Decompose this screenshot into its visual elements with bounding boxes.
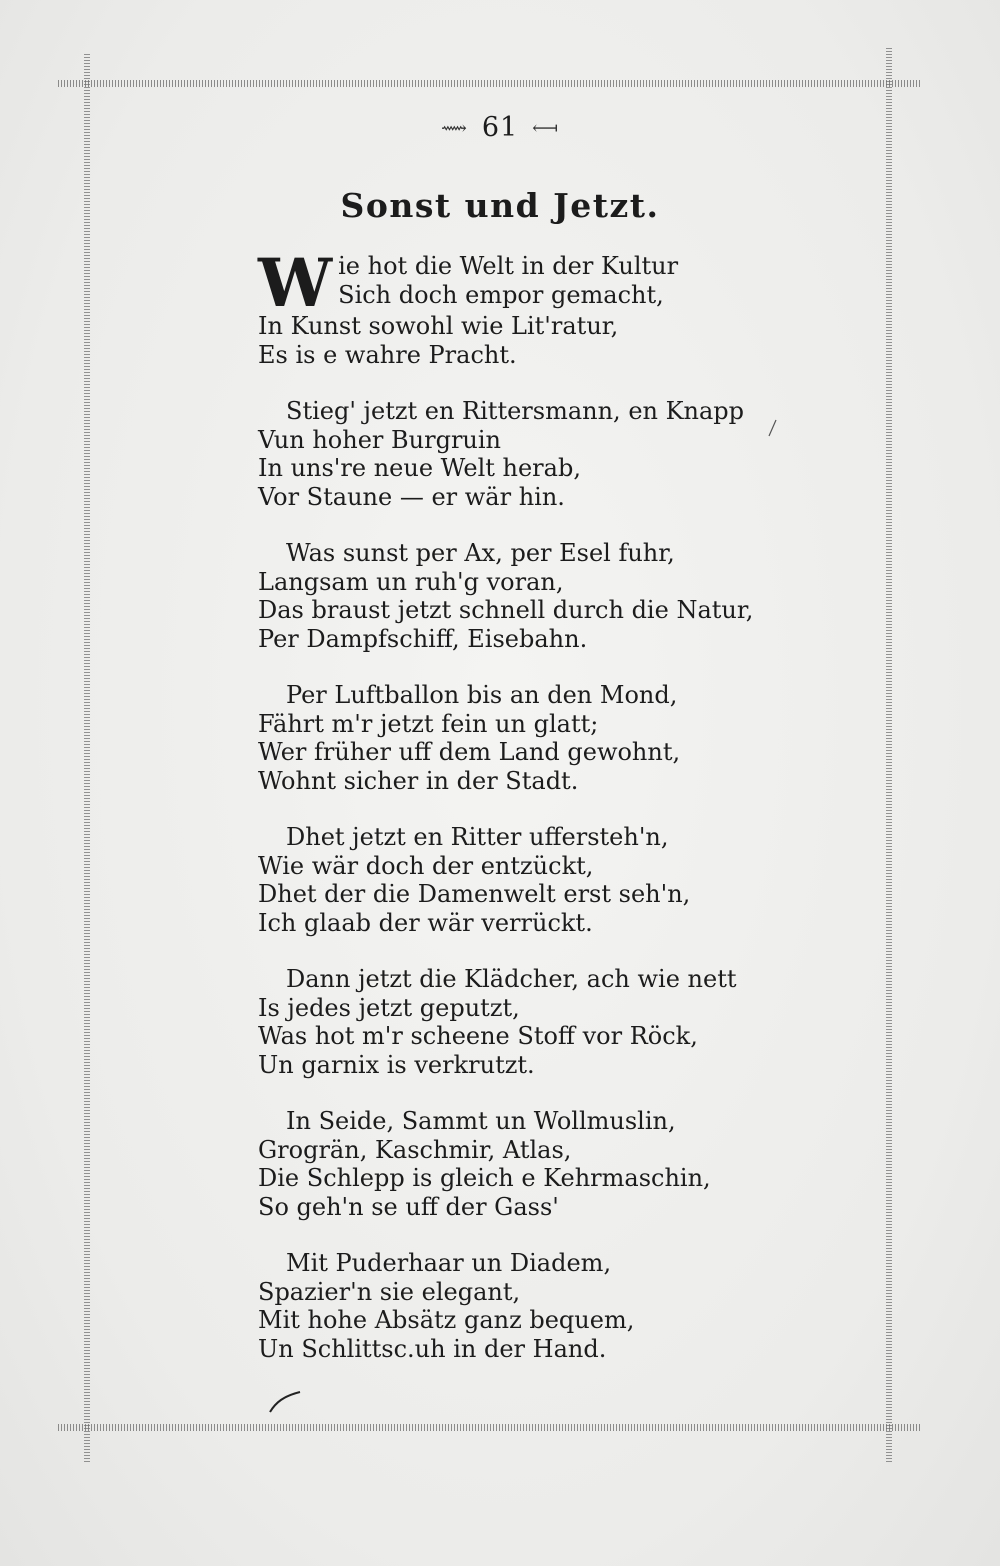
poem-line: Vun hoher Burgruin bbox=[258, 425, 501, 454]
drop-cap-letter: W bbox=[258, 244, 333, 322]
poem-line: Was hot m'r scheene Stoff vor Röck, bbox=[258, 1022, 698, 1050]
poem-line: Is jedes jetzt geputzt, bbox=[258, 993, 520, 1022]
stanza-5 bbox=[258, 823, 818, 937]
poem-line: Spazier'n sie elegant, bbox=[258, 1277, 521, 1306]
poem-line: Mit Puderhaar un Diadem, bbox=[286, 1249, 612, 1277]
pencil-mark bbox=[266, 1386, 306, 1416]
poem-line: Grogrän, Kaschmir, Atlas, bbox=[258, 1135, 572, 1164]
poem-line: Stieg' jetzt en Rittersmann, en Knapp bbox=[286, 397, 745, 425]
right-rule bbox=[886, 48, 892, 1462]
poem-line: Wohnt sicher in der Stadt. bbox=[258, 766, 579, 795]
poem-line: Per Dampfschiff, Eisebahn. bbox=[258, 624, 588, 653]
left-ornament: ⟿ bbox=[441, 118, 468, 139]
page-number bbox=[0, 112, 1000, 143]
poem-line: Es is e wahre Pracht. bbox=[258, 340, 517, 369]
poem-line: Mit hohe Absätz ganz bequem, bbox=[258, 1306, 635, 1334]
poem-line: Vor Staune — er wär hin. bbox=[258, 482, 565, 511]
pencil-mark-small bbox=[766, 418, 780, 438]
poem-line: Das braust jetzt schnell durch die Natur, bbox=[258, 596, 754, 624]
poem-line: Dhet jetzt en Ritter uffersteh'n, bbox=[286, 823, 669, 851]
poem-body bbox=[258, 244, 818, 1391]
poem-line: Dann jetzt die Klädcher, ach wie nett bbox=[286, 965, 737, 993]
poem-line: ie hot die Welt in der Kultur bbox=[338, 252, 679, 280]
poem-title: Sonst und Jetzt. bbox=[340, 186, 660, 225]
poem-line: Sich doch empor gemacht, bbox=[338, 280, 664, 309]
poem-line: Un garnix is verkrutzt. bbox=[258, 1050, 535, 1079]
poem-line: Per Luftballon bis an den Mond, bbox=[286, 681, 678, 709]
page-number-value: 61 bbox=[481, 112, 519, 143]
stanza-6 bbox=[258, 965, 818, 1079]
poem-line: Fährt m'r jetzt fein un glatt; bbox=[258, 709, 599, 738]
stanza-2 bbox=[258, 397, 818, 511]
poem-line: Die Schlepp is gleich e Kehrmaschin, bbox=[258, 1164, 711, 1192]
stanza-1 bbox=[258, 244, 818, 369]
left-rule bbox=[84, 52, 90, 1462]
stanza-3 bbox=[258, 539, 818, 653]
poem-line: Langsam un ruh'g voran, bbox=[258, 567, 564, 596]
poem-line: Un Schlittsc.uh in der Hand. bbox=[258, 1334, 607, 1363]
poem-line: In Seide, Sammt un Wollmuslin, bbox=[286, 1107, 676, 1135]
poem-line: Ich glaab der wär verrückt. bbox=[258, 908, 593, 937]
poem-line: Wer früher uff dem Land gewohnt, bbox=[258, 738, 681, 766]
top-rule bbox=[58, 80, 920, 87]
poem-line: So geh'n se uff der Gass' bbox=[258, 1192, 559, 1221]
poem-line: In Kunst sowohl wie Lit'ratur, bbox=[258, 312, 619, 340]
right-ornament: ⟻ bbox=[532, 118, 559, 139]
poem-line: Wie wär doch der entzückt, bbox=[258, 851, 594, 880]
stanza-4 bbox=[258, 681, 818, 795]
stanza-8 bbox=[258, 1249, 818, 1363]
poem-line: Was sunst per Ax, per Esel fuhr, bbox=[286, 539, 675, 567]
bottom-rule bbox=[58, 1424, 920, 1431]
stanza-7 bbox=[258, 1107, 818, 1221]
poem-line: In uns're neue Welt herab, bbox=[258, 454, 581, 482]
poem-line: Dhet der die Damenwelt erst seh'n, bbox=[258, 880, 691, 908]
